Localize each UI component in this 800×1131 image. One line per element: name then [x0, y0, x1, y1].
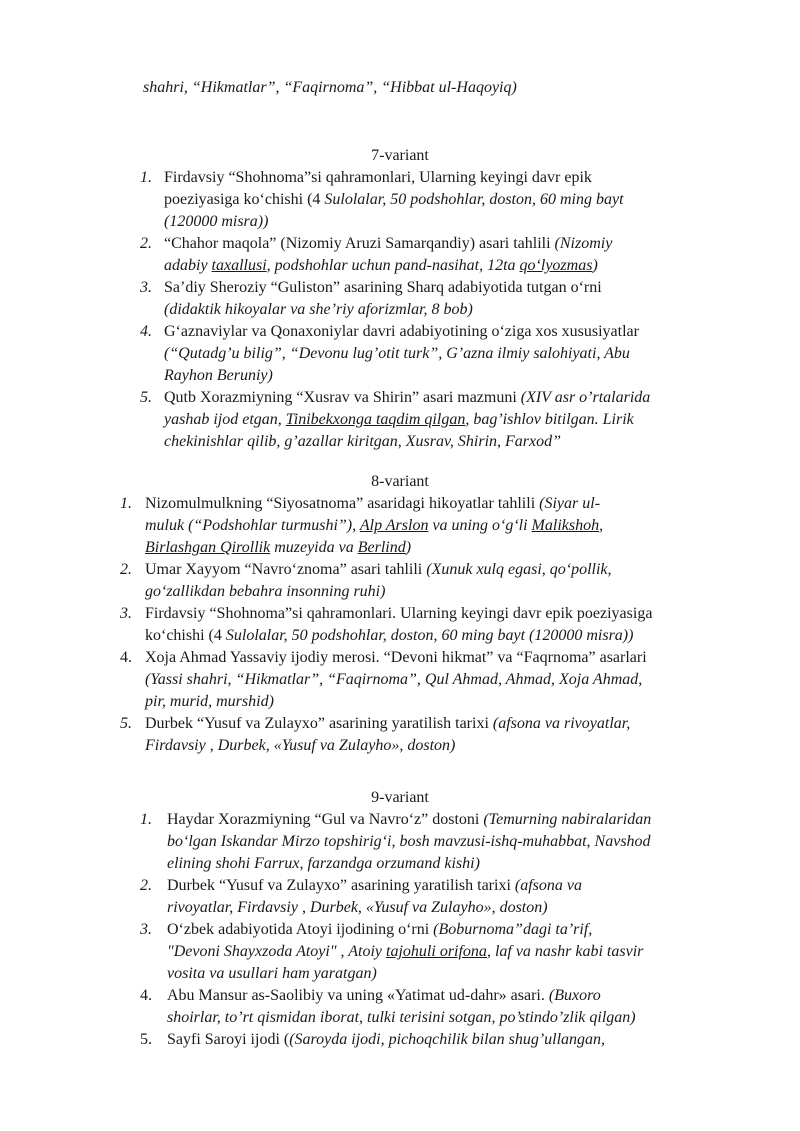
v9-item1-line3: elining shohi Farrux, farzandga orzumand kishi)	[167, 855, 480, 872]
heading-9-variant: 9-variant	[371, 789, 429, 806]
v8-item4-number: 4.	[120, 649, 132, 666]
v8-item3-number: 3.	[120, 605, 132, 622]
v8-item2-text: Umar Xayyom “Navroʻznoma” asari tahlili	[145, 561, 427, 578]
heading-7-variant: 7-variant	[371, 147, 429, 164]
v8-item3-text: koʻchishi (4	[145, 627, 226, 644]
v7-item2-text: “Chahor maqola” (Nizomiy Aruzi Samarqandiy) asari tahlili	[164, 235, 555, 252]
link-birlashgan-qirollik[interactable]: Birlashgan Qirollik	[145, 539, 271, 556]
v7-item2-line1	[164, 233, 612, 255]
v7-item1-note: Sulolalar, 50 podshohlar, doston, 60 ming bayt	[324, 191, 624, 208]
v9-item5-line1	[167, 1029, 605, 1051]
link-tinibekxonga[interactable]: Tinibekxonga taqdim qilgan	[285, 411, 466, 428]
v7-item2-note: (Nizomiy	[554, 235, 613, 252]
v7-item4-line1: Gʻaznaviylar va Qonaxoniylar davri adabiyotining oʻziga xos xususiyatlar	[164, 323, 639, 340]
v9-item4-text: Abu Mansur as-Saolibiy va uning «Yatimat ud-dahr» asari.	[167, 987, 549, 1004]
v9-item3-line1	[167, 919, 592, 941]
v7-item5-text: Qutb Xorazmiyning “Xusrav va Shirin” asari mazmuni	[164, 389, 521, 406]
v8-item4-line1: Xoja Ahmad Yassaviy ijodiy merosi. “Devoni hikmat” va “Faqrnoma” asarlari	[145, 649, 647, 666]
v9-item3-note: (Boburnoma”dagi ta’rif,	[433, 921, 593, 938]
v9-item5-number: 5.	[140, 1031, 152, 1048]
link-tajohuli-orifona[interactable]: tajohuli orifona	[386, 943, 487, 960]
v7-item2-line2	[164, 255, 598, 277]
v7-item1-line3: (120000 misra))	[164, 213, 269, 230]
v7-item3-line2: (didaktik hikoyalar va she’riy aforizmlar, 8 bob)	[164, 301, 473, 318]
v8-item5-number: 5.	[120, 715, 132, 732]
v8-item3-note: Sulolalar, 50 podshohlar, doston, 60 ming bayt (120000 misra))	[225, 627, 634, 644]
v7-item4-line3: Rayhon Beruniy)	[164, 367, 273, 384]
v8-item1-line3	[145, 537, 411, 559]
v8-item1-seg5: )	[405, 539, 412, 556]
v8-item1-seg2: va uning oʻgʻli	[428, 517, 532, 534]
v8-item1-seg3: ,	[599, 517, 604, 534]
v9-item4-line1	[167, 985, 601, 1007]
heading-8-variant: 8-variant	[371, 473, 429, 490]
v7-item2-seg3: )	[592, 257, 598, 274]
v8-item1-note: (Siyar ul-	[539, 495, 601, 512]
v9-item1-line1	[167, 809, 651, 831]
v7-item5-number: 5.	[140, 389, 152, 406]
link-malikshoh[interactable]: Malikshoh	[531, 517, 600, 534]
v9-item3-text: Oʻzbek adabiyotida Atoyi ijodining oʻrni	[167, 921, 434, 938]
v9-item1-note: (Temurning nabiralaridan	[483, 811, 652, 828]
v8-item1-seg1: muluk (“Podshohlar turmushi”),	[145, 517, 360, 534]
v8-item1-line1	[145, 493, 600, 515]
v9-item4-note: (Buxoro	[548, 987, 601, 1004]
v8-item2-number: 2.	[120, 561, 132, 578]
v9-item1-line2: boʻlgan Iskandar Mirzo topshirigʻi, bosh mavzusi-ishq-muhabbat, Navshod	[167, 833, 651, 850]
v8-item1-text: Nizomulmulkning “Siyosatnoma” asaridagi hikoyatlar tahlili	[145, 495, 540, 512]
v8-item5-text: Durbek “Yusuf va Zulayxo” asarining yaratilish tarixi	[145, 715, 493, 732]
intro-line: shahri, “Hikmatlar”, “Faqirnoma”, “Hibbat ul-Haqoyiq)	[143, 79, 517, 96]
v7-item3-number: 3.	[140, 279, 152, 296]
v9-item3-number: 3.	[140, 921, 152, 938]
v7-item1-number: 1.	[140, 169, 152, 186]
v8-item4-line3: pir, murid, murshid)	[145, 693, 274, 710]
v8-item3-line2	[145, 625, 633, 647]
v9-item5-text: Sayfi Saroyi ijodi (	[167, 1031, 290, 1048]
v7-item2-seg2: , podshohlar uchun pand-nasihat, 12ta	[266, 257, 520, 274]
v7-item5-line1	[164, 387, 650, 409]
v9-item4-line2: shoirlar, to’rt qismidan iborat, tulki terisini sotgan, po’stindo’zlik qilgan)	[167, 1009, 636, 1026]
v9-item3-line2	[167, 941, 643, 963]
v9-item2-note: (afsona va	[514, 877, 583, 894]
v9-item2-text: Durbek “Yusuf va Zulayxo” asarining yaratilish tarixi	[167, 877, 515, 894]
v7-item5-line2	[164, 409, 634, 431]
v7-item4-number: 4.	[140, 323, 152, 340]
v7-item1-line1: Firdavsiy “Shohnoma”si qahramonlari, Ularning keyingi davr epik	[164, 169, 592, 186]
link-alp-arslon[interactable]: Alp Arslon	[359, 517, 429, 534]
v9-item2-line1	[167, 875, 582, 897]
v7-item3-line1: Saʼdiy Sheroziy “Guliston” asarining Sharq adabiyotida tutgan oʻrni	[164, 279, 602, 296]
v7-item1-line2	[164, 189, 624, 211]
v7-item5-line3: chekinishlar qilib, g’azallar kiritgan, Xusrav, Shirin, Farxod”	[164, 433, 562, 450]
v8-item2-note: (Xunuk xulq egasi, qoʻpollik,	[426, 561, 612, 578]
v8-item5-note: (afsona va rivoyatlar,	[492, 715, 631, 732]
v8-item2-line1	[145, 559, 612, 581]
v8-item2-line2: goʻzallikdan bebahra insonning ruhi)	[145, 583, 386, 600]
v8-item1-line2	[145, 515, 603, 537]
v7-item2-seg1: adabiy	[164, 257, 212, 274]
v8-item4-line2: (Yassi shahri, “Hikmatlar”, “Faqirnoma”, Qul Ahmad, Ahmad, Xoja Ahmad,	[145, 671, 643, 688]
v7-item5-seg1: yashab ijod etgan,	[164, 411, 286, 428]
v8-item1-seg4: muzeyida va	[270, 539, 358, 556]
v9-item1-number: 1.	[140, 811, 152, 828]
link-qolyozmas[interactable]: qoʻlyozmas	[519, 257, 593, 274]
v9-item2-number: 2.	[140, 877, 152, 894]
v7-item5-note: (XIV asr o’rtalarida	[520, 389, 651, 406]
v7-item5-seg2: , bag’ishlov bitilgan. Lirik	[465, 411, 634, 428]
v8-item1-number: 1.	[120, 495, 132, 512]
v8-item5-line1	[145, 713, 630, 735]
v9-item3-line3: vosita va usullari ham yaratgan)	[167, 965, 377, 982]
v9-item4-number: 4.	[140, 987, 152, 1004]
v7-item1-text: poeziyasiga koʻchishi (4	[164, 191, 325, 208]
link-berlind[interactable]: Berlind	[357, 539, 406, 556]
v8-item5-line2: Firdavsiy , Durbek, «Yusuf va Zulayho», doston)	[145, 737, 456, 754]
v9-item3-seg2: , laf va nashr kabi tasvir	[486, 943, 644, 960]
link-taxallusi[interactable]: taxallusi	[211, 257, 267, 274]
v8-item3-line1: Firdavsiy “Shohnoma”si qahramonlari. Ularning keyingi davr epik poeziyasiga	[145, 605, 653, 622]
v9-item2-line2: rivoyatlar, Firdavsiy , Durbek, «Yusuf va Zulayho», doston)	[167, 899, 548, 916]
v9-item1-text: Haydar Xorazmiyning “Gul va Navroʻz” dostoni	[167, 811, 484, 828]
v7-item4-line2: (“Qutadg’u bilig”, “Devonu lug’otit turk”, G’azna ilmiy salohiyati, Abu	[164, 345, 630, 362]
v7-item2-number: 2.	[140, 235, 152, 252]
v9-item3-seg1: "Devoni Shayxzoda Atoyi" , Atoiy	[167, 943, 387, 960]
v9-item5-note: (Saroyda ijodi, pichoqchilik bilan shug’ullangan,	[289, 1031, 606, 1048]
